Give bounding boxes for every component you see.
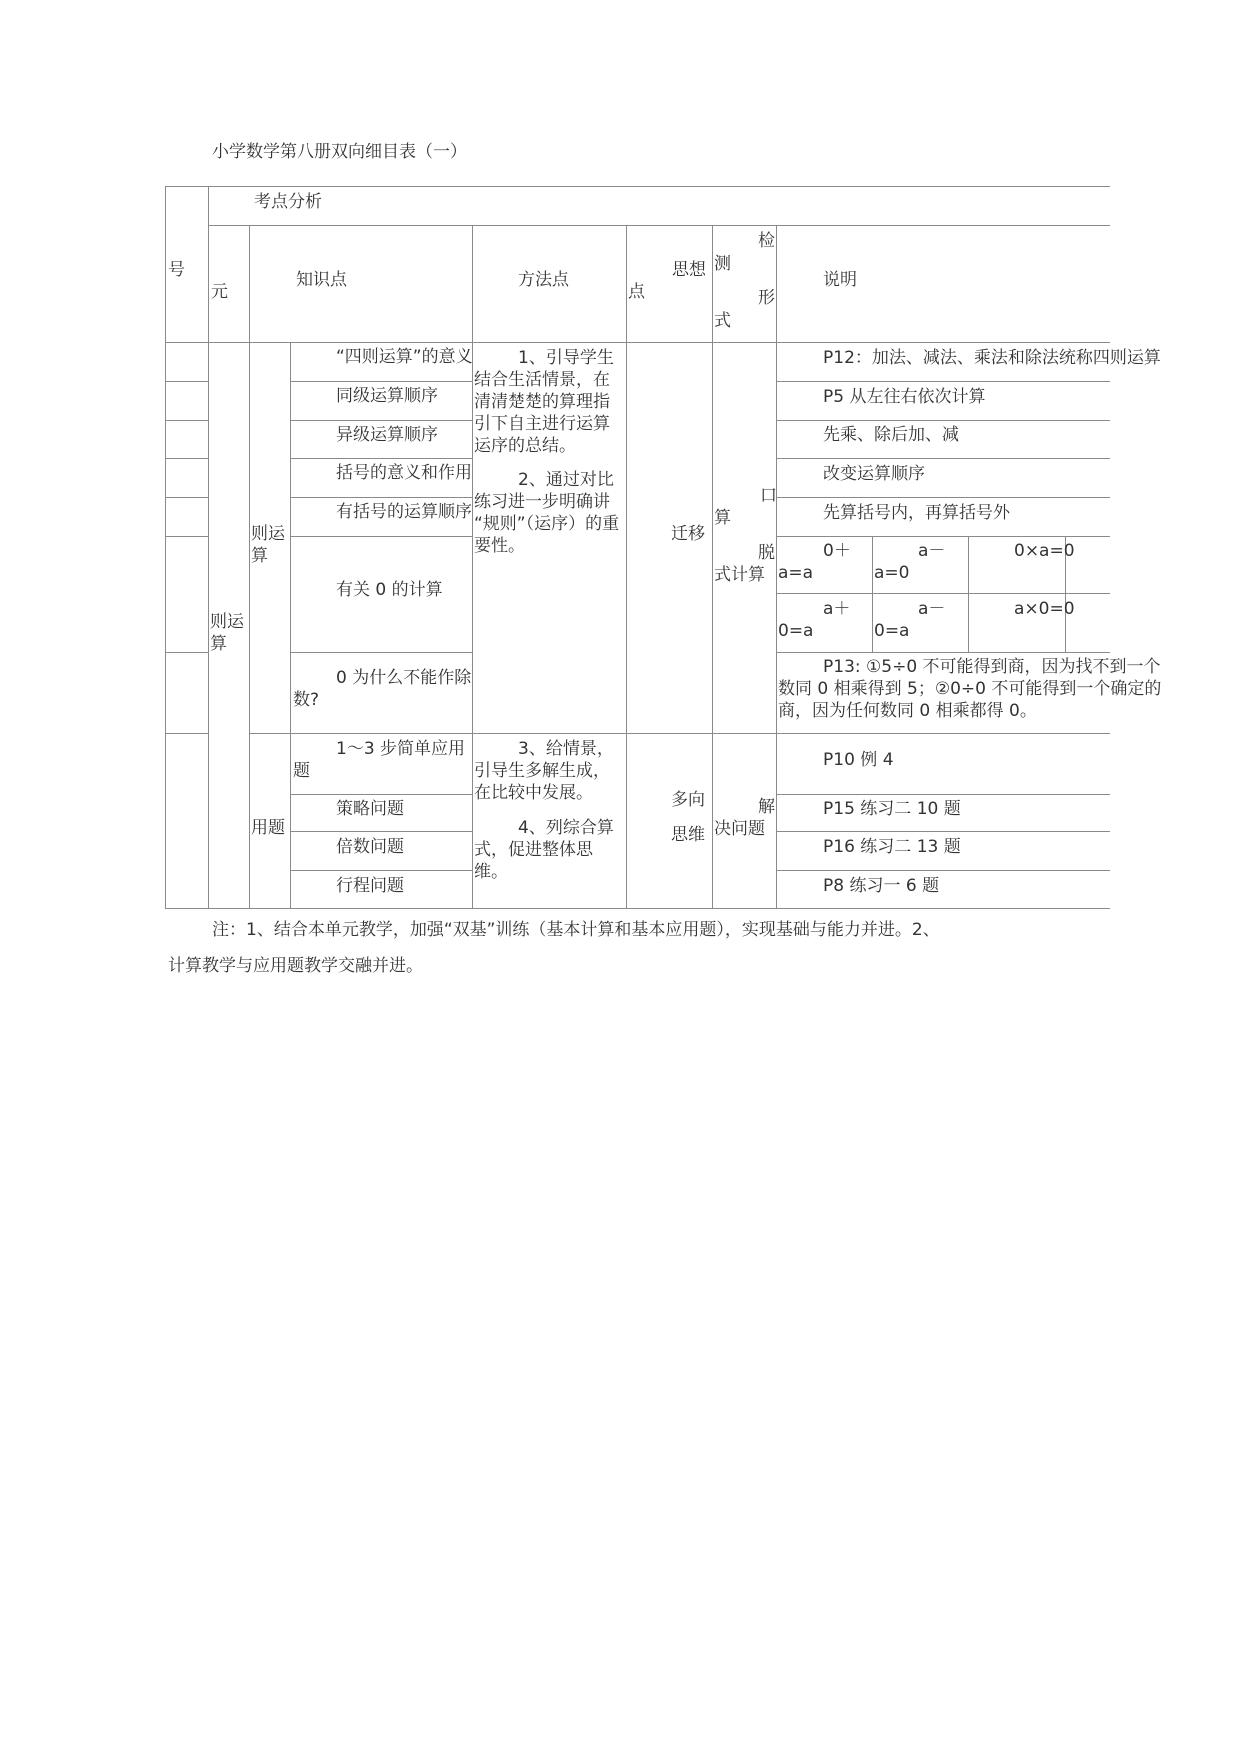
- method-line: 运序的总结。: [474, 436, 576, 456]
- knowledge-item: 题: [293, 761, 310, 781]
- knowledge-item: 有关 0 的计算: [336, 580, 443, 600]
- method-line: 维。: [474, 862, 508, 882]
- header-unit: 元: [211, 282, 228, 302]
- method-line: 2、通过对比: [518, 470, 614, 490]
- test-label-b: 算: [714, 508, 731, 528]
- header-sixiang: 思想: [672, 260, 706, 280]
- knowledge-item: 0 为什么不能作除: [336, 668, 472, 688]
- knowledge-item: 1～3 步简单应用: [336, 739, 466, 759]
- method-line: 在比较中发展。: [474, 783, 593, 803]
- footnote-line-1: 注：1、结合本单元教学，加强“双基”训练（基本计算和基本应用题），实现基础与能力并进。2、: [212, 920, 940, 940]
- zero-cell: 0×a=0: [1014, 541, 1075, 561]
- unit-label-a: 则运: [210, 612, 244, 632]
- footnote-line-2: 计算教学与应用题教学交融并进。: [168, 956, 423, 976]
- test-label-d: 式计算: [714, 565, 765, 585]
- note-item: P13: ①5÷0 不可能得到商，因为找不到一个: [823, 657, 1161, 677]
- header-jiance-1: 检: [758, 231, 775, 251]
- knowledge-item: 有括号的运算顺序: [336, 502, 472, 522]
- header-kaodian: 考点分析: [254, 192, 322, 212]
- method-line: 4、列综合算: [518, 818, 614, 838]
- knowledge-item: 同级运算顺序: [336, 386, 438, 406]
- knowledge-item: 行程问题: [336, 876, 404, 896]
- method-line: “规则”（运序）的重: [474, 514, 620, 534]
- header-zhishidian: 知识点: [296, 270, 347, 290]
- method-line: 3、给情景，: [518, 739, 614, 759]
- note-item: 改变运算顺序: [823, 464, 925, 484]
- note-item: 数同 0 相乘得到 5；②0÷0 不可能得到一个确定的: [778, 679, 1162, 699]
- zero-cell: 0=a: [874, 621, 910, 641]
- test-label-b: 决问题: [714, 819, 765, 839]
- zero-cell: a＋: [823, 599, 851, 619]
- knowledge-item: “四则运算”的意义: [336, 347, 473, 367]
- knowledge-item: 异级运算顺序: [336, 425, 438, 445]
- method-line: 引导生多解生成，: [474, 761, 610, 781]
- zero-cell: a－: [918, 541, 946, 561]
- note-item: P8 练习一 6 题: [823, 876, 940, 896]
- test-label-a: 口: [760, 486, 777, 506]
- method-line: 要性。: [474, 536, 525, 556]
- method-line: 1、引导学生: [518, 348, 614, 368]
- knowledge-item: 倍数问题: [336, 837, 404, 857]
- header-jiance-4: 式: [714, 311, 731, 331]
- method-line: 清清楚楚的算理指: [474, 392, 610, 412]
- note-item: 先算括号内，再算括号外: [823, 503, 1010, 523]
- header-no: 号: [168, 260, 185, 280]
- note-item: P16 练习二 13 题: [823, 837, 961, 857]
- document-title: 小学数学第八册双向细目表（一）: [212, 142, 467, 162]
- note-item: P15 练习二 10 题: [823, 799, 961, 819]
- section2-label: 用题: [251, 818, 285, 838]
- idea-label: 迁移: [671, 524, 705, 544]
- zero-cell: 0=a: [778, 621, 814, 641]
- zero-cell: a=a: [778, 563, 814, 583]
- unit-label-b: 算: [210, 634, 227, 654]
- knowledge-item: 数?: [293, 690, 320, 710]
- knowledge-item: 括号的意义和作用: [336, 463, 472, 483]
- zero-cell: a×0=0: [1014, 599, 1075, 619]
- test-label-c: 脱: [758, 543, 775, 563]
- header-sixiang-dian: 点: [628, 282, 645, 302]
- method-line: 结合生活情景，在: [474, 370, 610, 390]
- knowledge-item: 策略问题: [336, 799, 404, 819]
- header-jiance-2: 测: [714, 254, 731, 274]
- header-shuoming: 说明: [823, 270, 857, 290]
- zero-cell: a－: [918, 599, 946, 619]
- zero-cell: 0＋: [823, 541, 851, 561]
- note-item: 商，因为任何数同 0 相乘都得 0。: [778, 701, 1037, 721]
- method-line: 练习进一步明确讲: [474, 492, 610, 512]
- method-line: 式，促进整体思: [474, 840, 593, 860]
- idea-label: 多向: [671, 790, 705, 810]
- section1-label-b: 算: [251, 546, 268, 566]
- test-label-a: 解: [758, 797, 775, 817]
- zero-cell: a=0: [874, 563, 910, 583]
- idea-label: 思维: [671, 825, 705, 845]
- method-line: 引下自主进行运算: [474, 414, 610, 434]
- note-item: P10 例 4: [823, 750, 894, 770]
- header-jiance-3: 形: [758, 288, 775, 308]
- header-fangfadian: 方法点: [518, 270, 569, 290]
- note-item: P12：加法、减法、乘法和除法统称四则运算: [823, 348, 1161, 368]
- note-item: P5 从左往右依次计算: [823, 387, 986, 407]
- section1-label-a: 则运: [251, 524, 285, 544]
- note-item: 先乘、除后加、减: [823, 425, 959, 445]
